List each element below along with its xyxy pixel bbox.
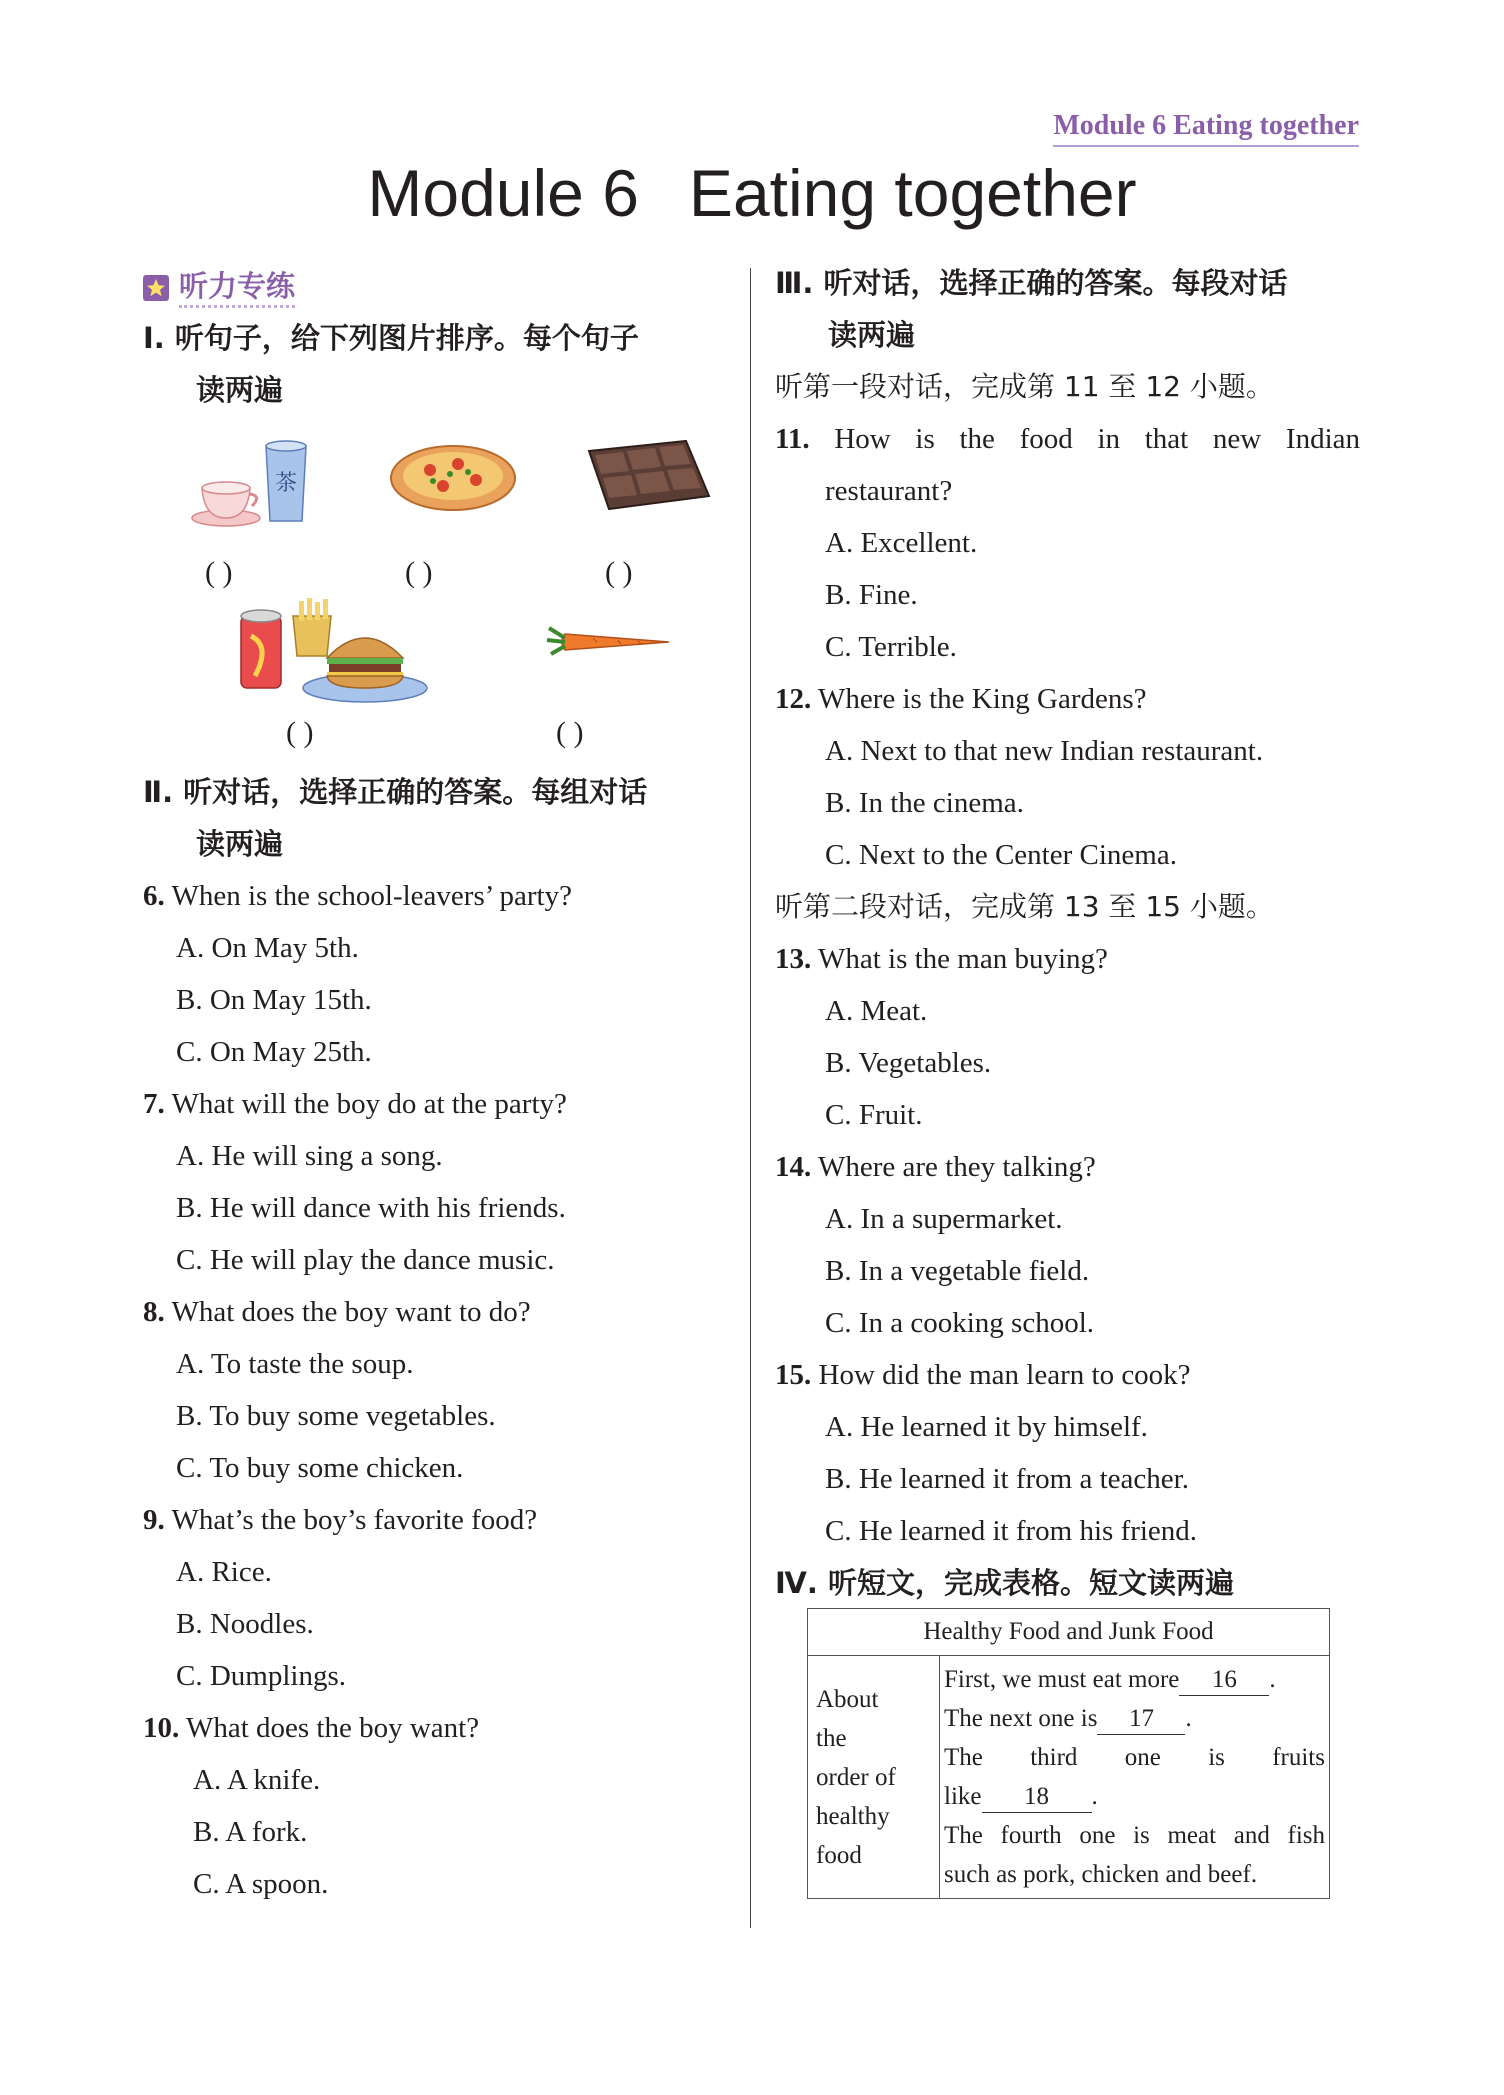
question-text: Where is the King Gardens?	[811, 683, 1147, 715]
option[interactable]: C. On May 25th.	[176, 1036, 372, 1068]
section3-heading-cont: 读两遍	[828, 318, 916, 352]
section3-heading: Ⅲ. 听对话，选择正确的答案。每段对话	[775, 266, 1288, 300]
fast-food-icon	[235, 596, 435, 711]
page-title	[0, 155, 1504, 231]
section2-heading-cont: 读两遍	[196, 827, 284, 861]
question-number: 13.	[775, 943, 812, 975]
blank-16[interactable]: 16	[1179, 1665, 1269, 1696]
answer-paren-4[interactable]: ( )	[286, 716, 314, 749]
option[interactable]: A. He learned it by himself.	[825, 1411, 1148, 1443]
option[interactable]: B. In a vegetable field.	[825, 1255, 1090, 1287]
text: .	[1091, 1783, 1098, 1810]
text: .	[1269, 1666, 1276, 1693]
dialogue1-note: 听第一段对话，完成第 11 至 12 小题。	[775, 370, 1274, 403]
listening-banner-text: 听力专练	[179, 269, 295, 308]
option[interactable]: A. In a supermarket.	[825, 1203, 1063, 1235]
question-number: 11.	[775, 423, 810, 455]
table-line	[944, 1699, 1325, 1738]
question-6	[143, 870, 733, 922]
table-content-cell	[940, 1656, 1330, 1899]
question-text: What does the boy want?	[179, 1712, 480, 1744]
option[interactable]: A. To taste the soup.	[176, 1348, 414, 1380]
question-text: Where are they talking?	[811, 1151, 1096, 1183]
question-text: What’s the boy’s favorite food?	[164, 1504, 538, 1536]
option[interactable]: C. Dumplings.	[176, 1660, 346, 1692]
table-line: The third one is fruits	[944, 1744, 1325, 1771]
listening-banner	[143, 260, 733, 312]
option[interactable]: C. A spoon.	[193, 1868, 329, 1900]
question-number: 9.	[143, 1504, 165, 1536]
question-8	[143, 1286, 733, 1338]
blank-17[interactable]: 17	[1097, 1704, 1185, 1735]
question-text: What does the boy want to do?	[164, 1296, 531, 1328]
option[interactable]: A. Rice.	[176, 1556, 272, 1588]
option[interactable]: C. He will play the dance music.	[176, 1244, 555, 1276]
tea-char: 茶	[274, 471, 298, 496]
question-text: What is the man buying?	[811, 943, 1108, 975]
option[interactable]: C. To buy some chicken.	[176, 1452, 464, 1484]
module-topic: Eating together	[688, 156, 1137, 230]
answer-row-2	[143, 716, 733, 766]
question-number: 14.	[775, 1151, 812, 1183]
option[interactable]: B. In the cinema.	[825, 787, 1024, 819]
table-row-label	[808, 1656, 940, 1899]
option[interactable]: C. Next to the Center Cinema.	[825, 839, 1177, 871]
option[interactable]: C. In a cooking school.	[825, 1307, 1095, 1339]
left-column	[143, 260, 733, 1910]
section2-heading: Ⅱ. 听对话，选择正确的答案。每组对话	[143, 775, 648, 809]
question-number: 12.	[775, 683, 812, 715]
question-7	[143, 1078, 733, 1130]
star-icon	[143, 275, 169, 301]
option[interactable]: C. Terrible.	[825, 631, 957, 663]
question-text: When is the school-leavers’ party?	[164, 880, 572, 912]
question-12	[775, 673, 1360, 725]
option[interactable]: A. Next to that new Indian restaurant.	[825, 735, 1264, 767]
text: .	[1185, 1705, 1192, 1732]
answer-paren-3[interactable]: ( )	[605, 556, 633, 589]
tea-cup-icon	[188, 426, 313, 536]
question-11	[775, 413, 1360, 465]
module-number: Module 6	[367, 156, 639, 230]
label-line: the	[816, 1724, 847, 1752]
table-line	[944, 1777, 1325, 1816]
text: The next one is	[944, 1705, 1098, 1732]
question-number: 8.	[143, 1296, 165, 1328]
answer-paren-1[interactable]: ( )	[205, 556, 233, 589]
question-text: What will the boy do at the party?	[164, 1088, 567, 1120]
option[interactable]: A. Meat.	[825, 995, 928, 1027]
question-number: 10.	[143, 1712, 180, 1744]
pizza-icon	[388, 436, 518, 516]
picture-row-1	[143, 416, 733, 556]
question-text: How did the man learn to cook?	[811, 1359, 1191, 1391]
section1-heading: Ⅰ. 听句子，给下列图片排序。每个句子	[143, 321, 639, 355]
table-line: such as pork, chicken and beef.	[944, 1861, 1258, 1888]
blank-18[interactable]: 18	[982, 1782, 1092, 1813]
question-number: 15.	[775, 1359, 812, 1391]
option[interactable]: B. He learned it from a teacher.	[825, 1463, 1189, 1495]
question-10	[143, 1702, 733, 1754]
question-9	[143, 1494, 733, 1546]
question-13	[775, 933, 1360, 985]
label-line: About	[816, 1685, 879, 1713]
label-line: healthy	[816, 1802, 890, 1830]
table-line	[944, 1660, 1325, 1699]
table-line: The fourth one is meat and fish	[944, 1822, 1325, 1849]
option[interactable]: C. He learned it from his friend.	[825, 1515, 1198, 1547]
healthy-food-table	[807, 1608, 1330, 1899]
text: First, we must eat more	[944, 1666, 1180, 1693]
carrot-icon	[543, 616, 673, 666]
column-divider	[750, 268, 751, 1928]
option[interactable]: B. A fork.	[193, 1816, 308, 1848]
option[interactable]: A. Excellent.	[825, 527, 978, 559]
option[interactable]: C. Fruit.	[825, 1099, 923, 1131]
question-14	[775, 1141, 1360, 1193]
section1-heading-cont: 读两遍	[196, 373, 284, 407]
answer-paren-5[interactable]: ( )	[556, 716, 584, 749]
option[interactable]: B. Noodles.	[176, 1608, 314, 1640]
option[interactable]: A. On May 5th.	[176, 932, 359, 964]
question-number: 7.	[143, 1088, 165, 1120]
label-line: food	[816, 1841, 862, 1869]
question-15	[775, 1349, 1360, 1401]
option[interactable]: B. To buy some vegetables.	[176, 1400, 496, 1432]
option[interactable]: A. He will sing a song.	[176, 1140, 443, 1172]
question-number: 6.	[143, 880, 165, 912]
table-title: Healthy Food and Junk Food	[808, 1609, 1330, 1656]
running-header: Module 6 Eating together	[1053, 110, 1359, 147]
right-column	[775, 257, 1360, 1609]
chocolate-icon	[581, 431, 716, 516]
text: like	[944, 1783, 982, 1810]
dialogue2-note: 听第二段对话，完成第 13 至 15 小题。	[775, 890, 1274, 923]
picture-row-2	[143, 596, 733, 716]
option[interactable]: B. Vegetables.	[825, 1047, 992, 1079]
section4-heading: Ⅳ. 听短文，完成表格。短文读两遍	[775, 1566, 1234, 1600]
label-line: order of	[816, 1763, 896, 1791]
option[interactable]: B. On May 15th.	[176, 984, 372, 1016]
option[interactable]: B. Fine.	[825, 579, 918, 611]
answer-row-1	[143, 556, 733, 596]
option[interactable]: A. A knife.	[193, 1764, 321, 1796]
question-11-cont: restaurant?	[825, 475, 953, 507]
option[interactable]: B. He will dance with his friends.	[176, 1192, 566, 1224]
answer-paren-2[interactable]: ( )	[405, 556, 433, 589]
question-text: How is the food in that new Indian	[809, 423, 1360, 455]
